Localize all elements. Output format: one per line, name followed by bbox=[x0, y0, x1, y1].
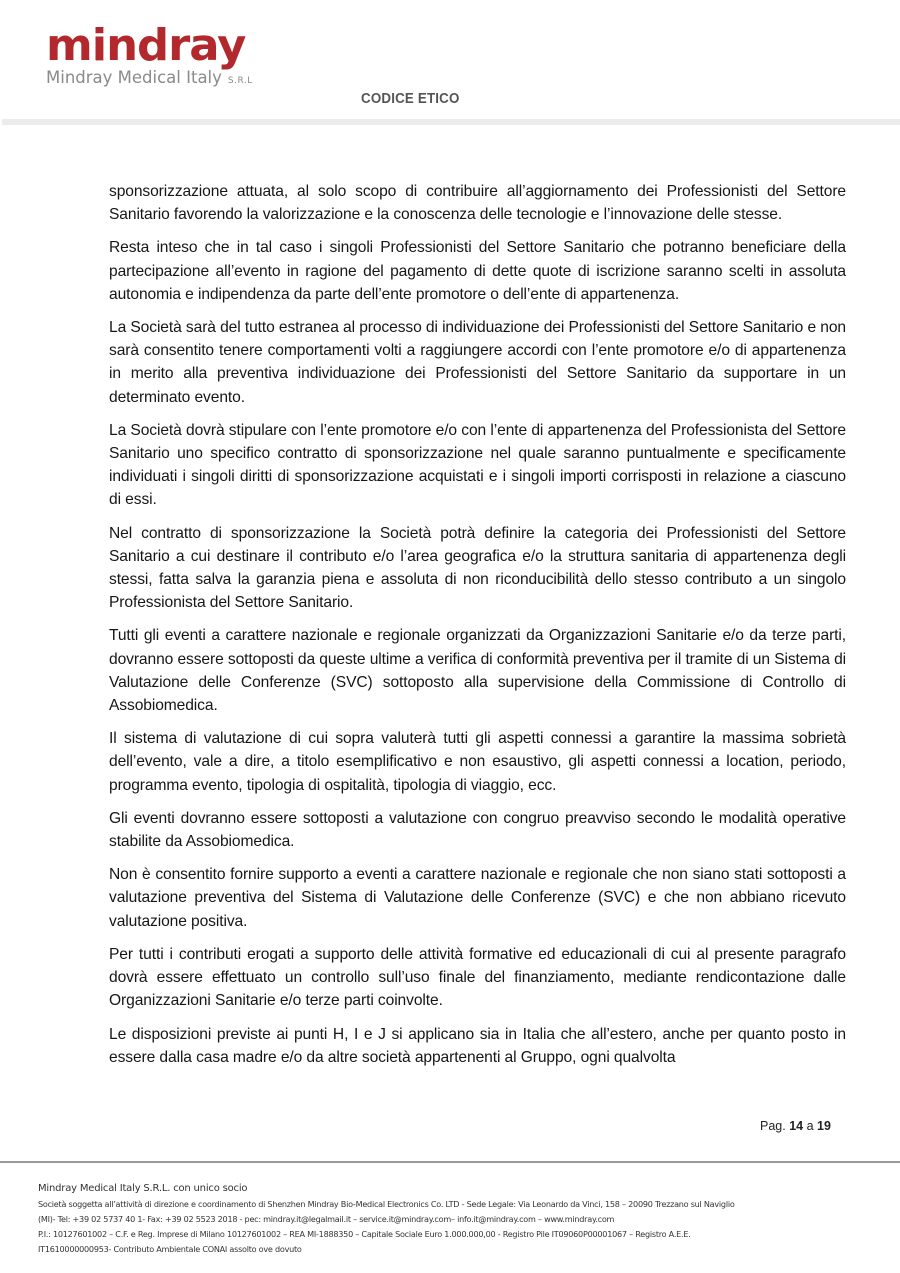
page-total: 19 bbox=[817, 1119, 831, 1133]
page-header bbox=[0, 0, 900, 130]
paragraph: Le disposizioni previste ai punti H, I e J si applicano sia in Italia che all’estero, anche per quanto posto in essere dalla casa madre e/o da altre società appartenenti al Gruppo, ogni qualvolta bbox=[109, 1025, 846, 1066]
paragraph: Tutti gli eventi a carattere nazionale e regionale organizzati da Organizzazioni Sanitarie e/o da terze parti, dovranno essere sottoposti da queste ultime a verifica di conformità preventiva per il tramite di un Sistema di Valutazione delle Conferenze (SVC) sottoposto alla supervisione della Commissione di Controllo di Assobiomedica. bbox=[109, 627, 846, 715]
page-number bbox=[760, 1119, 831, 1133]
paragraph: Resta inteso che in tal caso i singoli Professionisti del Settore Sanitario che potranno beneficiare della partecipazione all’evento in ragione del pagamento di dette quote di iscrizione saranno scelti in assoluta autonomia e indipendenza da parte dell’ente promotore o dell’ente di appartenenza. bbox=[109, 239, 846, 303]
logo-wordmark: mindray bbox=[46, 20, 246, 71]
logo-subtitle-text: Mindray Medical Italy bbox=[46, 68, 222, 87]
paragraph: Non è consentito fornire supporto a eventi a carattere nazionale e regionale che non siano stati sottoposti a valutazione preventiva del Sistema di Valutazione delle Conferenze (SVC) e che non abbiano ricevuto valutazione positiva. bbox=[109, 866, 846, 930]
paragraph: Nel contratto di sponsorizzazione la Società potrà definire la categoria dei Professionisti del Settore Sanitario a cui destinare il contributo e/o l’area geografica e/o la struttura sanitaria di appartenenza degli stessi, fatta salva la garanzia piena e assoluta di non riconducibilità dello stesso contributo a un singolo Professionista del Settore Sanitario. bbox=[109, 524, 846, 612]
page-current: 14 bbox=[789, 1119, 804, 1133]
footer-divider bbox=[0, 1161, 900, 1163]
footer-company: Mindray Medical Italy S.R.L. con unico socio bbox=[38, 1183, 248, 1194]
mindray-logo bbox=[46, 20, 266, 91]
page-footer bbox=[38, 1180, 888, 1257]
document-title: CODICE ETICO bbox=[361, 91, 460, 107]
paragraph: La Società sarà del tutto estranea al processo di individuazione dei Professionisti del Settore Sanitario e non sarà consentito tenere comportamenti volti a raggiungere accordi con l’ente promotore e/o di appartenenza in merito alla preventiva individuazione dei Professionisti del Settore Sanitario da supportare in un determinato evento. bbox=[109, 319, 846, 406]
page-prefix: Pag. bbox=[760, 1119, 786, 1133]
paragraph: La Società dovrà stipulare con l’ente promotore e/o con l’ente di appartenenza del Professionista del Settore Sanitario uno specifico contratto di sponsorizzazione nel quale saranno puntualmente e specificamente individuati i singoli diritti di sponsorizzazione acquistati e i singoli importi corrisposti in relazione a ciascuno di essi. bbox=[109, 421, 846, 509]
footer-line: Società soggetta all’attività di direzione e coordinamento di Shenzhen Mindray Bio-Medical Electronics Co. LTD - Sede Legale: Via Leonardo da Vinci, 158 – 20090 Trezzano sul Naviglio bbox=[38, 1199, 735, 1209]
paragraph: Gli eventi dovranno essere sottoposti a valutazione con congruo preavviso secondo le modalità operative stabilite da Assobiomedica. bbox=[109, 809, 846, 851]
document-body bbox=[109, 180, 846, 1079]
logo-suffix: S.R.L bbox=[227, 76, 253, 86]
paragraph: Il sistema di valutazione di cui sopra valuterà tutti gli aspetti connessi a garantire la massima sobrietà dell’evento, vale a dire, a titolo esemplificativo e non esaustivo, gli aspetti connessi a location, periodo, programma evento, tipologia di ospitalità, tipologia di viaggio, ecc. bbox=[109, 730, 846, 794]
paragraph: Per tutti i contributi erogati a supporto delle attività formative ed educazionali di cui al presente paragrafo dovrà essere effettuato un controllo sull’uso finale del finanziamento, mediante rendicontazione dalle Organizzazioni Sanitarie e/o terze parti coinvolte. bbox=[109, 945, 846, 1010]
footer-line: (MI)- Tel: +39 02 5737 40 1- Fax: +39 02 5523 2018 - pec: mindray.it@legalmail.it – service.it@mindray.com– info.it@mindray.com – www.mindray.com bbox=[38, 1214, 615, 1224]
footer-line: P.I.: 10127601002 – C.F. e Reg. Imprese di Milano 10127601002 – REA MI-1888350 – Capitale Sociale Euro 1.000.000,00 - Registro Pile IT09060P00001067 – Registro A.E.E. bbox=[38, 1229, 691, 1239]
paragraph: sponsorizzazione attuata, al solo scopo di contribuire all’aggiornamento dei Professionisti del Settore Sanitario favorendo la valorizzazione e la conoscenza delle tecnologie e l’innovazione delle stesse. bbox=[109, 183, 846, 224]
page-separator: a bbox=[806, 1119, 814, 1133]
header-divider bbox=[2, 119, 900, 125]
logo-subtitle bbox=[46, 68, 266, 91]
footer-line: IT1610000000953- Contributo Ambientale CONAI assolto ove dovuto bbox=[38, 1244, 302, 1254]
